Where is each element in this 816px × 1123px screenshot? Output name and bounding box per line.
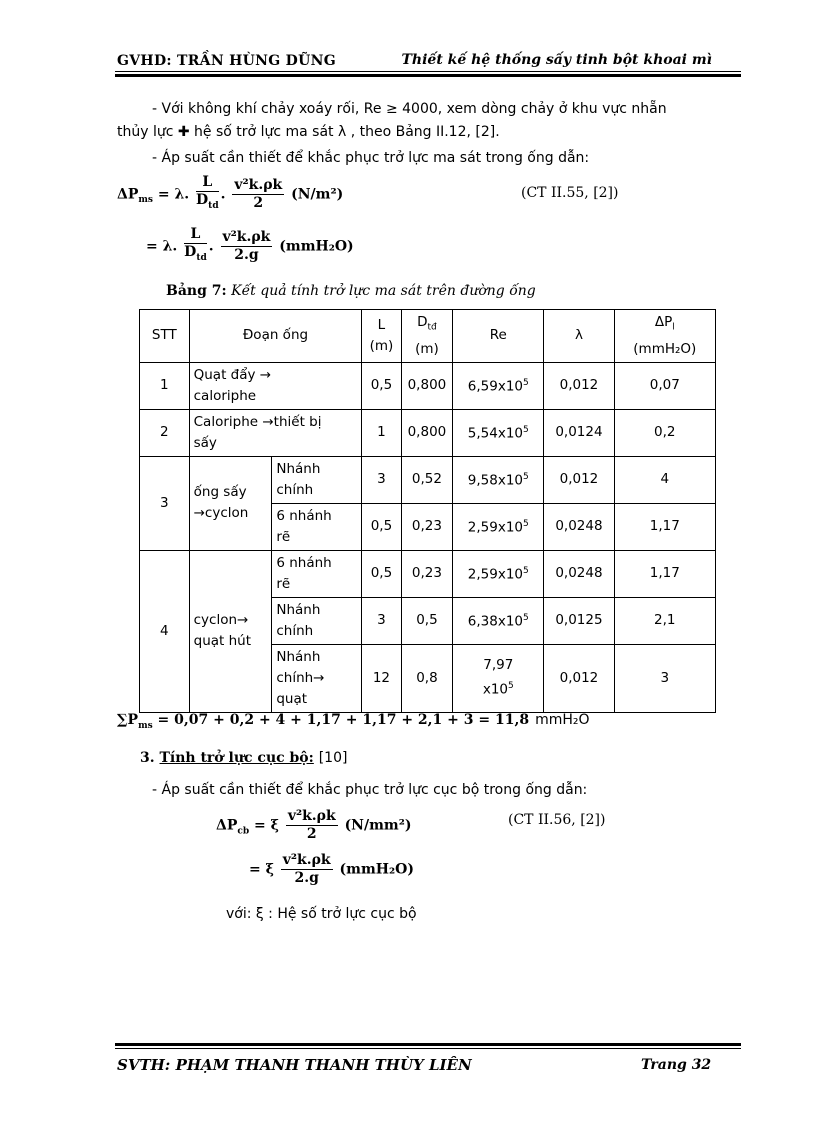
header-lambda: λ [544,310,614,363]
page-number: Trang 32 [641,1057,712,1073]
friction-table [139,309,716,713]
section-local-resistance: 3. Tính trở lực cục bộ: [10] [140,750,348,766]
header-length: L (m) [362,310,401,363]
cell-stt: 1 [140,362,190,409]
header-rule-thin [115,71,741,72]
formula-local-pressure-mmh2o: = ξ $\frac{\text{v²k.ρk}}{2.g}$ (mmH₂O) [249,852,414,886]
cell-stt: 2 [140,409,190,456]
cell-lambda: 0,0124 [544,409,614,456]
formula2-reference: (CT II.56, [2]) [508,812,606,828]
cell-subsegment: 6 nhánh rẽ [272,503,362,550]
cell-length: 3 [362,597,401,644]
header-segment: Đoạn ống [189,310,362,363]
paragraph-turbulent-line1: - Với không khí chảy xoáy rối, Re ≥ 4000, xem dòng chảy ở khu vực nhẵn [152,101,667,117]
cell-dp: 3 [614,644,715,712]
table-row [140,409,716,456]
cell-re: $5,54x10^5$ [453,409,544,456]
header-advisor: GVHD: TRẦN HÙNG DŨNG [117,53,336,69]
cell-re: $2,59x10^5$ [453,550,544,597]
cell-segment: Caloriphe →thiết bị sấy [189,409,362,456]
paragraph-turbulent-line2: thủy lực ✚ hệ số trở lực ma sát λ , theo Bảng II.12, [2]. [117,124,500,140]
cell-stt: 3 [140,456,190,550]
cell-diameter: 0,800 [401,409,453,456]
cell-dp: 4 [614,456,715,503]
cell-re: $6,38x10^5$ [453,597,544,644]
cell-dp: 1,17 [614,550,715,597]
cell-re: $9,58x10^5$ [453,456,544,503]
cell-subsegment: Nhánh chính [272,597,362,644]
cell-lambda: 0,012 [544,362,614,409]
cell-re: 7,97 $x10^5$ [453,644,544,712]
cell-diameter: 0,5 [401,597,453,644]
cell-diameter: 0,8 [401,644,453,712]
paragraph-pressure-local: - Áp suất cần thiết để khắc phục trở lực cục bộ trong ống dẫn: [152,782,588,798]
cell-lambda: 0,0248 [544,503,614,550]
footer-student: SVTH: PHẠM THANH THANH THÙY LIÊN [117,1056,472,1074]
cell-subsegment: Nhánh chính [272,456,362,503]
cell-lambda: 0,0248 [544,550,614,597]
table-header-row [140,310,716,363]
table-row [140,362,716,409]
cell-diameter: 0,800 [401,362,453,409]
note-xi-definition: với: ξ : Hệ số trở lực cục bộ [226,906,417,922]
formula-friction-pressure-mmh2o: = λ. $\frac{L}{D_{td}}$ . $\frac{\text{v²k.ρk}}{2.g}$ (mmH₂O) [146,226,354,263]
cell-lambda: 0,012 [544,456,614,503]
cell-subsegment: 6 nhánh rẽ [272,550,362,597]
table-caption: Bảng 7: Kết quả tính trở lực ma sát trên đường ống [166,283,536,299]
cell-dp: 0,2 [614,409,715,456]
header-title: Thiết kế hệ thống sấy tinh bột khoai mì [401,52,712,68]
cell-length: 0,5 [362,503,401,550]
cell-lambda: 0,0125 [544,597,614,644]
sum-friction-losses: $\sum P_{ms} = 0,07 + 0,2 + 4 + 1,17 + 1,17 + 2,1 + 3 = 11,8$ mmH₂O [117,712,590,731]
cell-length: 0,5 [362,362,401,409]
cell-subsegment: Nhánh chính→ quạt [272,644,362,712]
header-re: Re [453,310,544,363]
header-dp: $\Delta P_l$ (mmH₂O) [614,310,715,363]
header-diameter: $D_{tđ}$ (m) [401,310,453,363]
cell-group: ống sấy →cyclon [189,456,272,550]
table-row [140,550,716,597]
cell-length: 0,5 [362,550,401,597]
cell-group: cyclon→ quạt hút [189,550,272,712]
table-row [140,456,716,503]
cell-diameter: 0,23 [401,550,453,597]
cell-re: $2,59x10^5$ [453,503,544,550]
header-stt: STT [140,310,190,363]
cell-dp: 1,17 [614,503,715,550]
cell-lambda: 0,012 [544,644,614,712]
footer-rule-thin [115,1048,741,1049]
cell-dp: 2,1 [614,597,715,644]
cell-diameter: 0,52 [401,456,453,503]
cell-re: $6,59x10^5$ [453,362,544,409]
formula-local-pressure-n: $\Delta P_{cb} = \xi$ $\frac{\text{v²k.ρk}}{2}$ (N/mm²) [216,808,412,842]
header-rule-thick [115,74,741,77]
paragraph-pressure-friction: - Áp suất cần thiết để khắc phục trở lực ma sát trong ống dẫn: [152,150,590,166]
footer-rule-thick [115,1043,741,1046]
cell-length: 12 [362,644,401,712]
cell-length: 1 [362,409,401,456]
formula1-reference: (CT II.55, [2]) [521,185,619,201]
cell-segment: Quạt đẩy → caloriphe [189,362,362,409]
cell-diameter: 0,23 [401,503,453,550]
cell-length: 3 [362,456,401,503]
formula-friction-pressure-n: $\Delta P_{ms} = \lambda$. $\frac{L}{D_{td}}$ . $\frac{\text{v²k.ρk}}{2}$ (N/m²) [117,174,344,211]
cell-stt: 4 [140,550,190,712]
cell-dp: 0,07 [614,362,715,409]
